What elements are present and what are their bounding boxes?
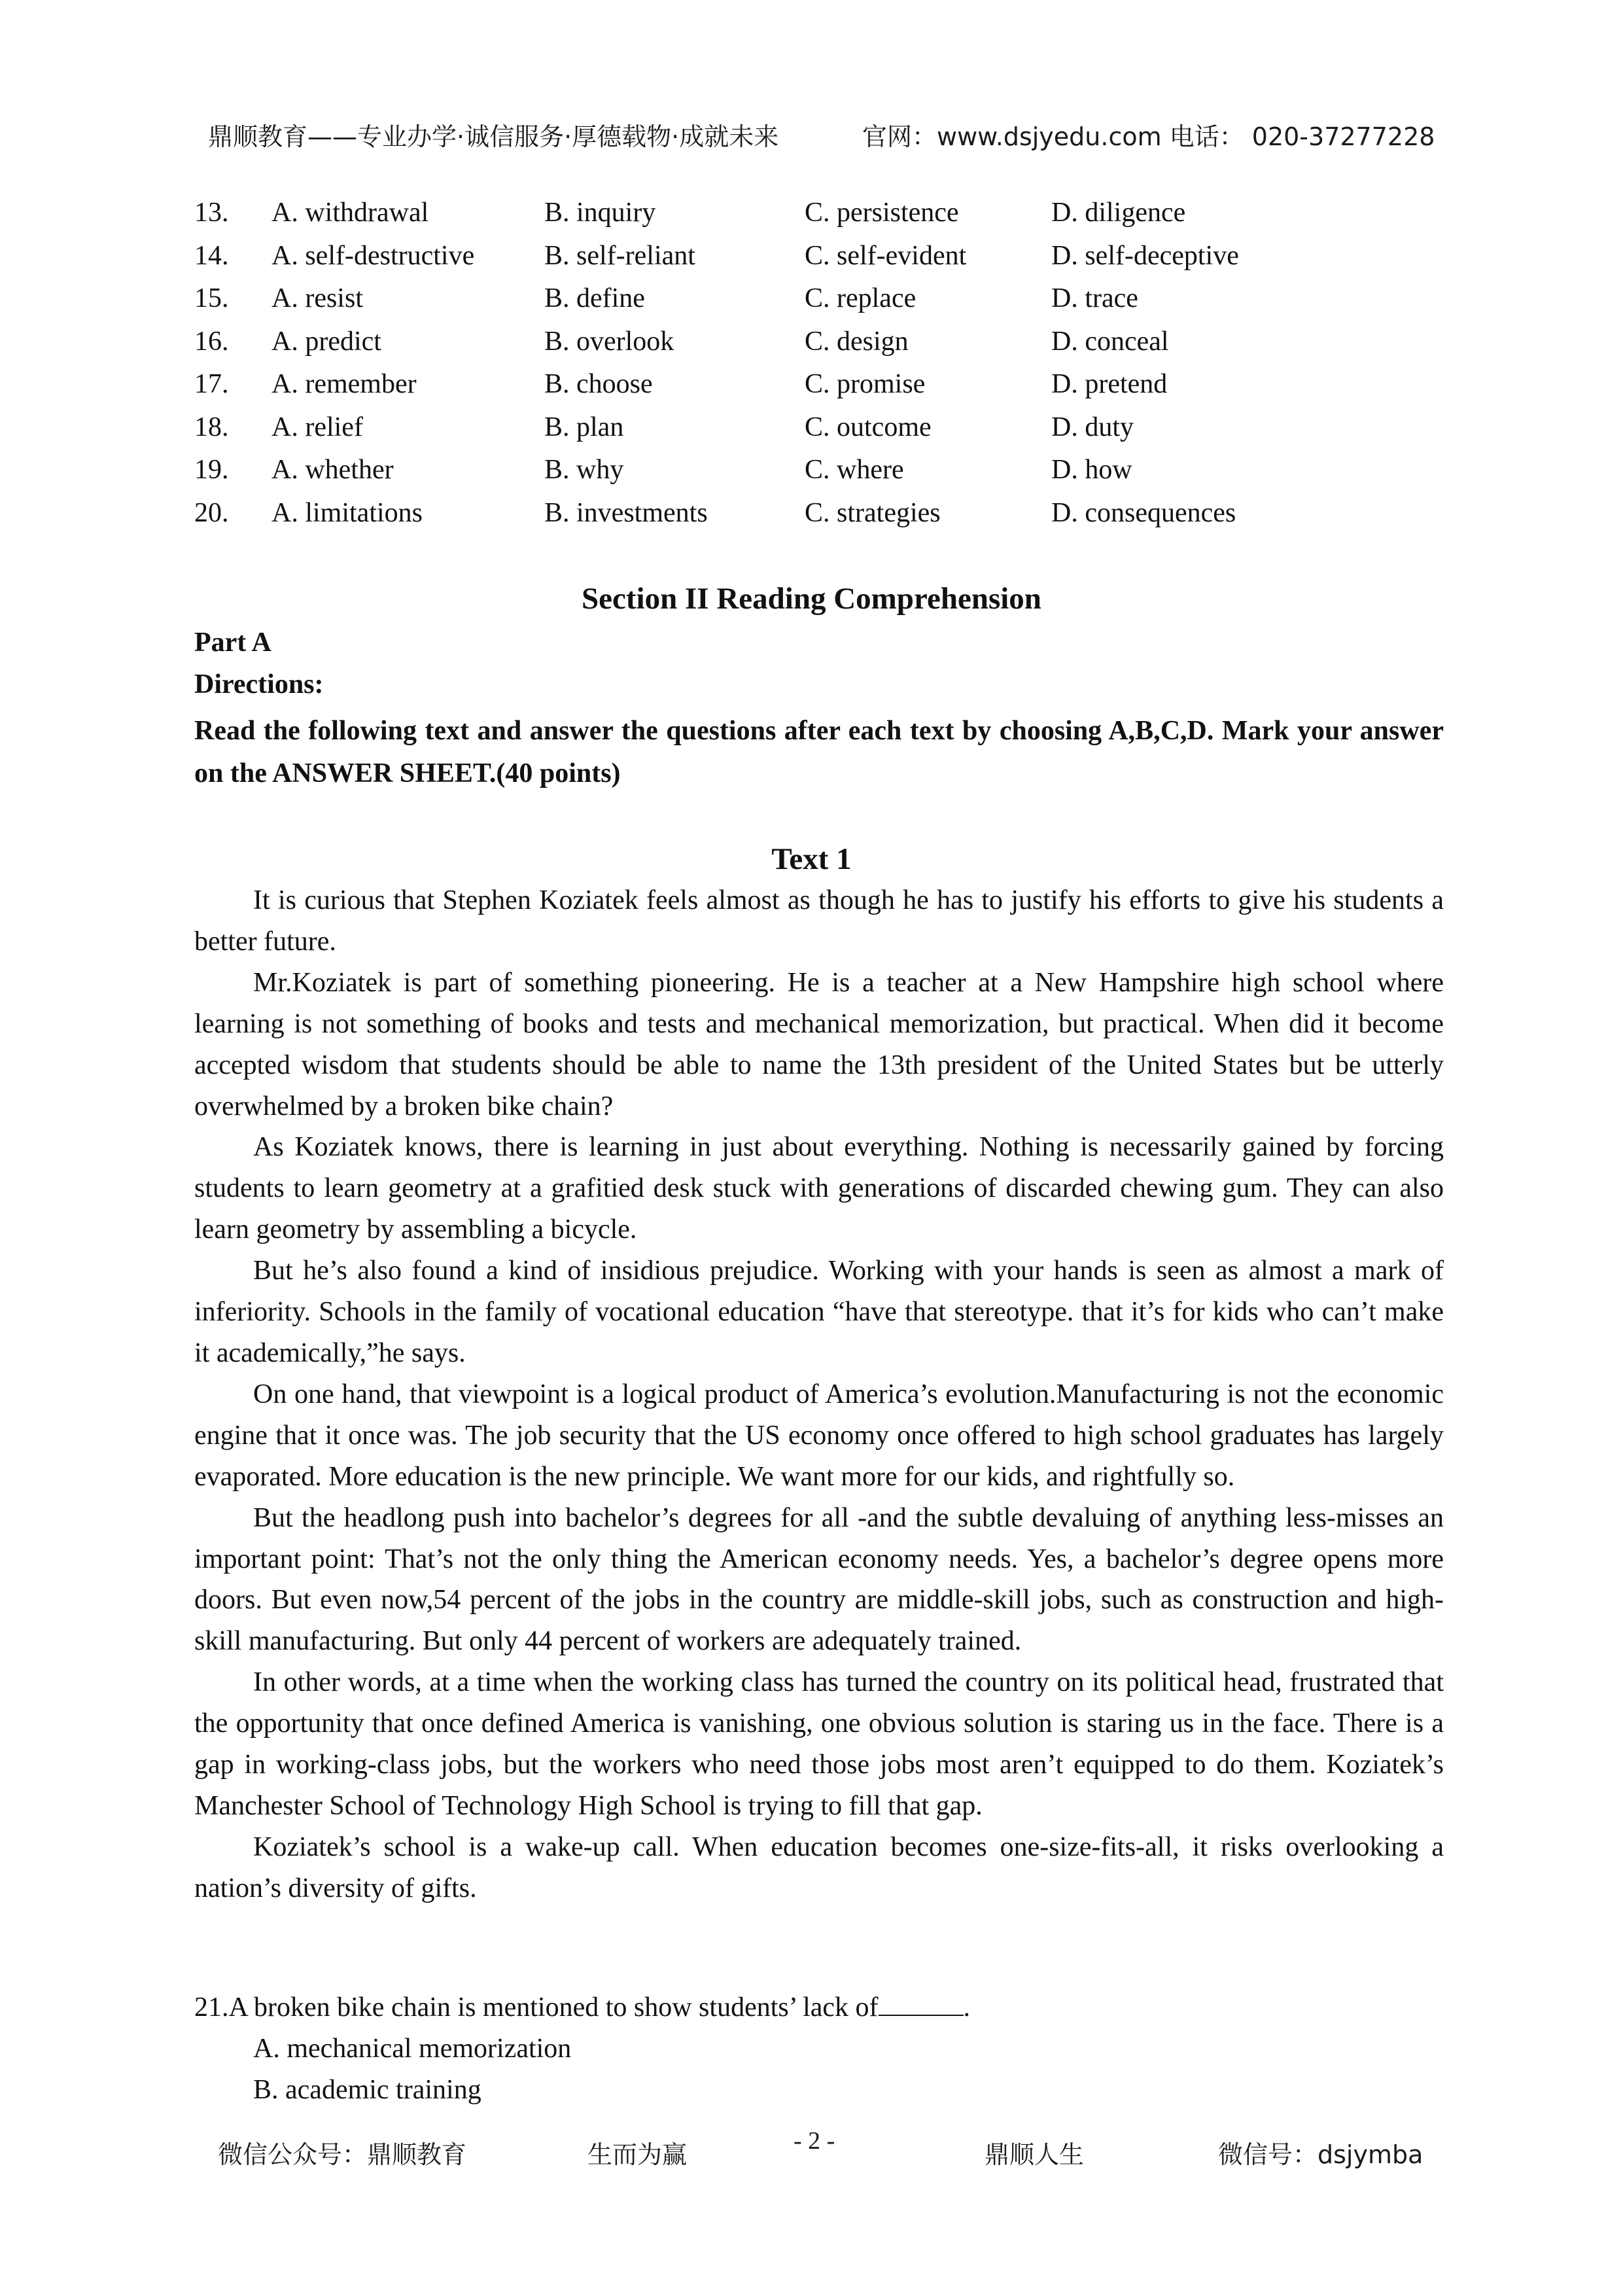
question-stem xyxy=(194,1987,1444,2028)
option-row xyxy=(194,282,1437,325)
option-d: D. conceal xyxy=(1051,326,1169,357)
question-number: 14. xyxy=(194,240,229,271)
footer-wechat-public: 微信公众号：鼎顺教育 xyxy=(218,2140,467,2169)
question-option-b: B. academic training xyxy=(253,2075,481,2105)
option-d: D. how xyxy=(1051,455,1132,485)
option-d: D. self-deceptive xyxy=(1051,240,1239,271)
option-row xyxy=(194,411,1437,454)
option-b: B. self-reliant xyxy=(544,240,695,271)
question-option-a: A. mechanical memorization xyxy=(253,2034,572,2064)
question-text: 21.A broken bike chain is mentioned to show students’ lack of xyxy=(194,1992,879,2022)
paragraph: In other words, at a time when the working class has turned the country on its political head, frustrated that the opportunity that once defined America is vanishing, one obvious solution is staring us in the face. There is a gap in working-class jobs, but the workers who need those jobs most aren’t equipped to do them. Koziatek’s Manchester School of Technology High School is trying to fill that gap. xyxy=(194,1667,1444,1821)
paragraph: As Koziatek knows, there is learning in just about everything. Nothing is necessarily gained by forcing students to learn geometry at a grafitied desk stuck with generations of discarded chewing gum. They can also learn geometry by assembling a bicycle. xyxy=(194,1132,1444,1245)
paragraph: Koziatek’s school is a wake-up call. When education becomes one-size-fits-all, it risks overlooking a nation’s diversity of gifts. xyxy=(194,1831,1444,1903)
footer-brand: 鼎顺人生 xyxy=(985,2140,1085,2169)
question-number: 19. xyxy=(194,455,229,485)
option-c: C. outcome xyxy=(805,412,932,442)
option-a: A. whether xyxy=(271,455,394,485)
section-title: Section II Reading Comprehension xyxy=(582,582,1041,616)
question-number: 17. xyxy=(194,369,229,399)
option-a: A. limitations xyxy=(271,497,423,528)
page-number: - 2 - xyxy=(794,2127,835,2155)
answer-blank xyxy=(879,1991,964,2016)
page-footer xyxy=(0,2127,1623,2174)
paragraph: It is curious that Stephen Koziatek feels almost as though he has to justify his efforts to give his students a better future. xyxy=(194,885,1444,957)
header-slogan: 鼎顺教育——专业办学·诚信服务·厚德载物·成就未来 xyxy=(208,122,779,151)
option-a: A. remember xyxy=(271,369,417,399)
option-d: D. trace xyxy=(1051,283,1138,313)
paragraph: But he’s also found a kind of insidious prejudice. Working with your hands is seen as almost a mark of inferiority. Schools in the family of vocational education “have that stereotype. that it’s for kids who can’t make it academically,”he says. xyxy=(194,1256,1444,1368)
option-c: C. strategies xyxy=(805,497,941,528)
option-c: C. replace xyxy=(805,283,916,313)
reading-passage xyxy=(194,880,1444,1909)
question-number: 16. xyxy=(194,326,229,357)
option-c: C. persistence xyxy=(805,198,959,228)
text-title: Text 1 xyxy=(771,842,852,876)
part-label: Part A xyxy=(194,627,271,658)
paragraph: On one hand, that viewpoint is a logical product of America’s evolution.Manufacturing is not the economic engine that it once was. The job security that the US economy once offered to high school graduates has largely evaporated. More education is the new principle. We want more for our kids, and rightfully so. xyxy=(194,1379,1444,1492)
question-number: 15. xyxy=(194,283,229,313)
question-number: 13. xyxy=(194,198,229,228)
option-row xyxy=(194,239,1437,283)
option-row xyxy=(194,325,1437,368)
option-c: C. where xyxy=(805,455,904,485)
option-d: D. pretend xyxy=(1051,369,1168,399)
directions-label: Directions: xyxy=(194,669,324,699)
option-b: B. define xyxy=(544,283,645,313)
option-b: B. choose xyxy=(544,369,653,399)
option-a: A. resist xyxy=(271,283,363,313)
option-b: B. overlook xyxy=(544,326,674,357)
question-number: 20. xyxy=(194,497,229,528)
option-a: A. withdrawal xyxy=(271,198,429,228)
option-row xyxy=(194,196,1437,239)
option-c: C. design xyxy=(805,326,909,357)
option-a: A. predict xyxy=(271,326,381,357)
footer-wechat-id: 微信号：dsjymba xyxy=(1218,2140,1423,2169)
answer-options-list xyxy=(194,196,1437,539)
header-contact: 官网：www.dsjyedu.com 电话： 020-37277228 xyxy=(862,122,1435,151)
paragraph: Mr.Koziatek is part of something pioneering. He is a teacher at a New Hampshire high school where learning is not something of books and tests and mechanical memorization, but practical. When did it become accepted wisdom that students should be able to name the 13th president of the United States but be utterly overwhelmed by a broken bike chain? xyxy=(194,967,1444,1122)
question-number: 18. xyxy=(194,412,229,442)
option-a: A. self-destructive xyxy=(271,240,475,271)
option-b: B. plan xyxy=(544,412,624,442)
option-d: D. consequences xyxy=(1051,497,1236,528)
question-21 xyxy=(194,1987,1444,2111)
option-d: D. duty xyxy=(1051,412,1134,442)
option-b: B. inquiry xyxy=(544,198,656,228)
option-row xyxy=(194,368,1437,411)
option-d: D. diligence xyxy=(1051,198,1186,228)
footer-slogan: 生而为赢 xyxy=(587,2140,688,2169)
option-c: C. self-evident xyxy=(805,240,967,271)
option-b: B. investments xyxy=(544,497,708,528)
option-row xyxy=(194,453,1437,497)
question-end: . xyxy=(963,1992,971,2022)
option-b: B. why xyxy=(544,455,624,485)
option-row xyxy=(194,497,1437,540)
directions-text: Read the following text and answer the questions after each text by choosing A,B,C,D. Mark your answer on the ANSWER SHEET.(40 points) xyxy=(194,716,1444,788)
option-c: C. promise xyxy=(805,369,926,399)
paragraph: But the headlong push into bachelor’s degrees for all -and the subtle devaluing of anything less-misses an important point: That’s not the only thing the American economy needs. Yes, a bachelor’s degree opens more doors. But even now,54 percent of the jobs in the country are middle-skill jobs, such as construction and high-skill manufacturing. But only 44 percent of workers are adequately trained. xyxy=(194,1502,1444,1657)
option-a: A. relief xyxy=(271,412,363,442)
page-header xyxy=(208,116,1435,156)
